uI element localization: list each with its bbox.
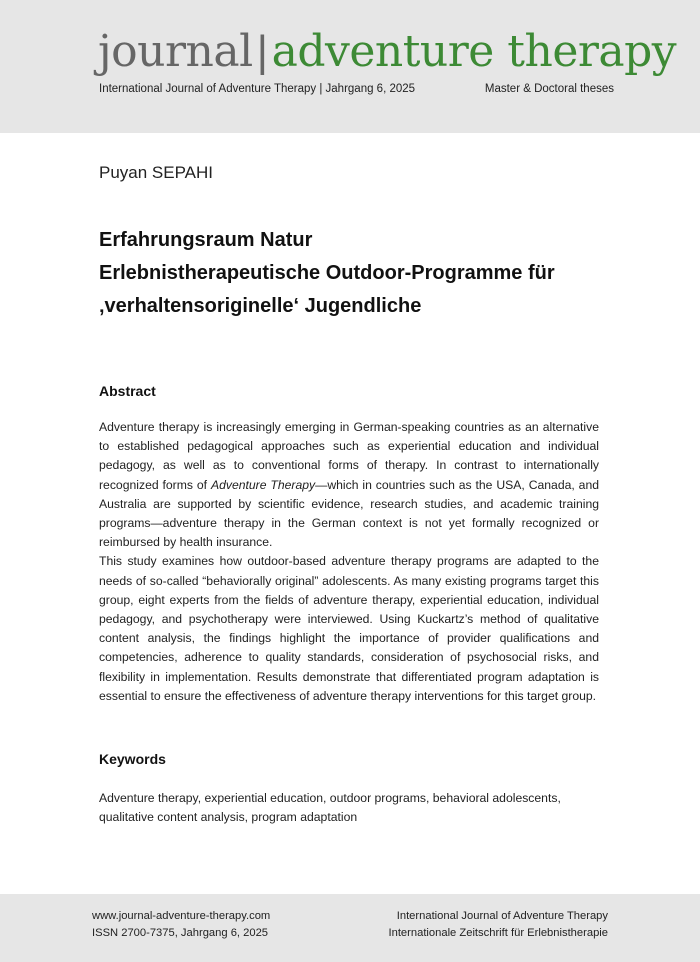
- article-title: [99, 224, 639, 323]
- masthead-adventure-therapy-words: adventure therapy: [271, 26, 677, 77]
- keywords-list: Adventure therapy, experiential education, outdoor programs, behavioral adolescents, qualitative content analysis, program adaptation: [99, 791, 561, 825]
- title-line: ‚verhaltensoriginelle‘ Jugendliche: [99, 295, 422, 317]
- page-footer: [0, 894, 700, 962]
- footer-right: [388, 908, 608, 942]
- journal-masthead-logo: [98, 22, 676, 82]
- journal-issue-line: International Journal of Adventure Therapy | Jahrgang 6, 2025: [99, 83, 416, 95]
- issn-line: ISSN 2700-7375, Jahrgang 6, 2025: [92, 927, 269, 939]
- abstract-p1-emphasis: Adventure Therapy: [210, 477, 316, 492]
- title-line: Erfahrungsraum Natur: [99, 229, 313, 251]
- abstract-paragraph: [99, 418, 599, 552]
- masthead-separator: |: [256, 27, 268, 76]
- masthead-journal-word: journal: [98, 26, 253, 77]
- abstract-body: [99, 418, 599, 706]
- footer-left: [92, 908, 270, 942]
- journal-name-de: Internationale Zeitschrift für Erlebnistherapie: [388, 927, 608, 939]
- author-name: Puyan SEPAHI: [99, 163, 214, 182]
- keywords-heading: Keywords: [99, 751, 166, 767]
- abstract-paragraph: This study examines how outdoor-based adventure therapy programs are adapted to the needs of so-called “behaviorally original” adolescents. As many existing programs target this group, eight experts from the fields of adventure therapy, experiential education, individual pedagogy, and psychotherapy were interviewed. Using Kuckartz’s method of qualitative content analysis, the findings highlight the importance of provider qualifications and competencies, adherence to quality standards, consideration of psychosocial risks, and flexibility in implementation. Results demonstrate that differentiated program adaptation is essential to ensure the effectiveness of adventure therapy interventions for this target group.: [99, 554, 599, 703]
- journal-header: [0, 0, 700, 133]
- abstract-p1-text: Adventure therapy is increasingly emerging in German-speaking countries as an alternative to established pedagogical approaches such as experiential education and individual pedagogy, as well as to conventional forms of therapy. In contrast to internationally recognized forms of: [99, 420, 599, 492]
- abstract-heading: Abstract: [99, 383, 156, 399]
- journal-website-link[interactable]: www.journal-adventure-therapy.com: [92, 910, 271, 922]
- journal-name-en: International Journal of Adventure Therapy: [396, 910, 608, 922]
- title-line: Erlebnistherapeutische Outdoor-Programme für: [99, 262, 555, 284]
- abstract-p1-text-cont: —which in countries such as the USA, Canada, and Australia are supported by scientific evidence, research studies, and academic training programs—adventure therapy in the German context is not yet formally recognized or reimbursed by health insurance.: [99, 477, 599, 550]
- article-category: Master & Doctoral theses: [484, 83, 614, 95]
